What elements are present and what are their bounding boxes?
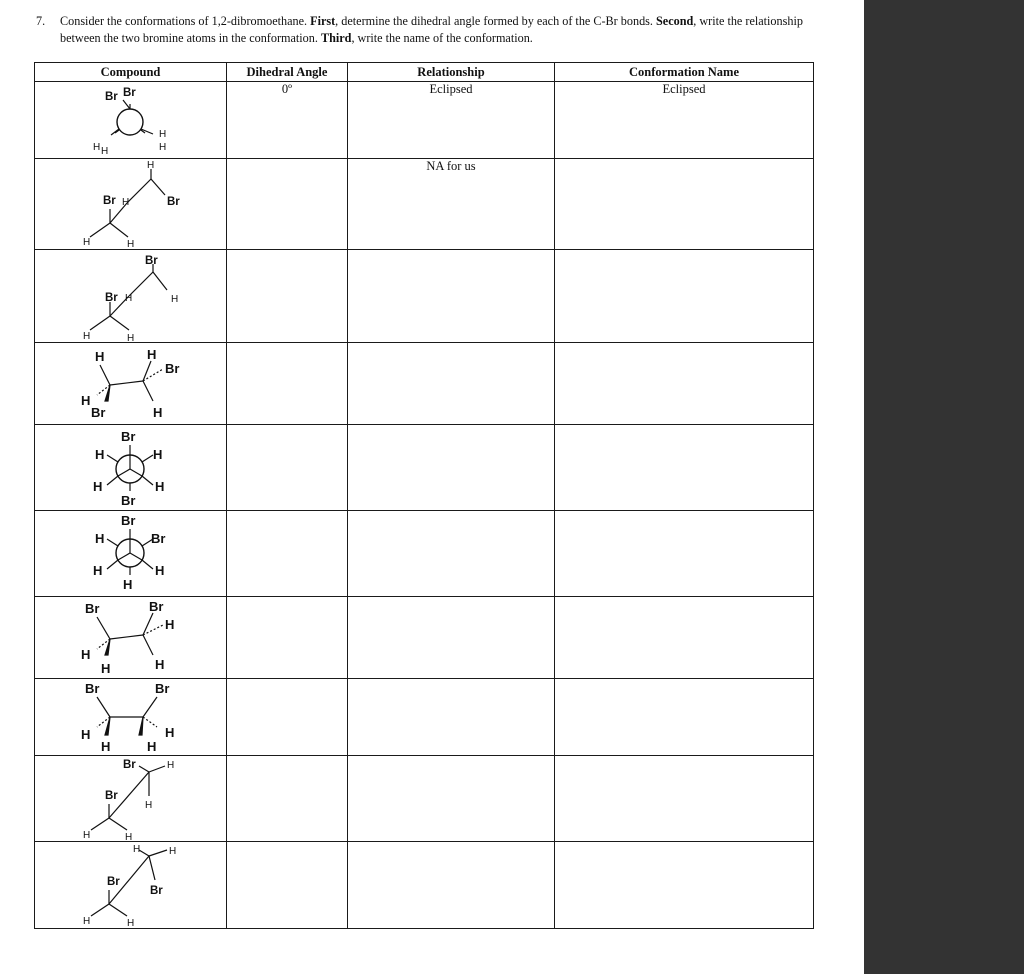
- atom-label: Br: [105, 91, 118, 103]
- atom-label: Br: [121, 513, 136, 528]
- atom-label: H: [145, 800, 153, 811]
- atom-label: H: [147, 347, 157, 362]
- sawhorse-structure-3: [35, 756, 226, 841]
- table-row: [35, 842, 814, 929]
- atom-label: H: [81, 393, 91, 408]
- table-header-row: [35, 63, 814, 82]
- dihedral-cell[interactable]: [227, 597, 348, 679]
- atom-label: H: [147, 160, 155, 171]
- relationship-cell[interactable]: NA for us: [348, 159, 555, 250]
- table-row: [35, 425, 814, 511]
- atom-label: Br: [123, 759, 136, 771]
- atom-label: H: [167, 760, 175, 771]
- relationship-cell[interactable]: [348, 250, 555, 343]
- atom-label: H: [133, 844, 141, 855]
- atom-label: H: [95, 349, 105, 364]
- compound-cell: [35, 679, 227, 756]
- atom-label: H: [155, 563, 165, 578]
- atom-label: H: [165, 617, 175, 632]
- dihedral-cell[interactable]: [227, 511, 348, 597]
- atom-label: H: [83, 331, 91, 342]
- atom-label: H: [122, 197, 130, 208]
- atom-label: H: [147, 739, 157, 754]
- relationship-cell[interactable]: [348, 679, 555, 756]
- compound-cell: [35, 250, 227, 343]
- atom-label: H: [123, 577, 133, 592]
- table-row: [35, 250, 814, 343]
- dihedral-cell[interactable]: [227, 343, 348, 425]
- atom-label: Br: [121, 493, 136, 508]
- dihedral-cell[interactable]: [227, 159, 348, 250]
- table-row: [35, 597, 814, 679]
- newman-gauche-structure: [35, 511, 226, 596]
- atom-label: H: [159, 129, 167, 140]
- atom-label: Br: [85, 681, 100, 696]
- wedge-dash-structure-2: [35, 597, 226, 678]
- dihedral-cell[interactable]: [227, 425, 348, 511]
- atom-label: Br: [121, 429, 136, 444]
- compound-cell: [35, 756, 227, 842]
- atom-label: Br: [165, 361, 180, 376]
- atom-label: Br: [167, 196, 180, 208]
- atom-label: H: [101, 661, 111, 676]
- atom-label: Br: [123, 87, 136, 99]
- atom-label: H: [127, 239, 135, 249]
- table-row: [35, 511, 814, 597]
- atom-label: H: [169, 846, 177, 857]
- atom-label: H: [101, 146, 109, 157]
- atom-label: H: [153, 447, 163, 462]
- conformation-cell[interactable]: [555, 597, 814, 679]
- dihedral-cell[interactable]: [227, 842, 348, 929]
- question-intro: Consider the conformations of 1,2-dibromoethane.: [60, 14, 311, 28]
- compound-cell: [35, 597, 227, 679]
- atom-label: H: [125, 832, 133, 841]
- sawhorse-structure-1: [35, 159, 226, 249]
- atom-label: H: [127, 918, 135, 928]
- atom-label: Br: [107, 876, 120, 888]
- relationship-cell[interactable]: Eclipsed: [348, 82, 555, 159]
- dihedral-cell[interactable]: [227, 679, 348, 756]
- table-row: [35, 679, 814, 756]
- conformation-cell[interactable]: Eclipsed: [555, 82, 814, 159]
- atom-label: H: [83, 916, 91, 927]
- atom-label: H: [81, 727, 91, 742]
- atom-label: H: [83, 237, 91, 248]
- atom-label: H: [155, 479, 165, 494]
- atom-label: H: [95, 531, 105, 546]
- third-text: , write the name of the conformation.: [351, 31, 533, 45]
- atom-label: H: [153, 405, 163, 420]
- header-dihedral-angle: Dihedral Angle: [227, 63, 348, 82]
- header-conformation-name: Conformation Name: [555, 63, 814, 82]
- dihedral-cell[interactable]: 0º: [227, 82, 348, 159]
- atom-label: Br: [105, 790, 118, 802]
- sawhorse-structure-2: [35, 250, 226, 342]
- atom-label: Br: [149, 599, 164, 614]
- conformation-cell[interactable]: [555, 159, 814, 250]
- dark-side-panel: [864, 0, 1024, 974]
- header-relationship: Relationship: [348, 63, 555, 82]
- atom-label: Br: [91, 405, 106, 420]
- atom-label: Br: [105, 292, 118, 304]
- atom-label: H: [95, 447, 105, 462]
- newman-eclipsed-structure: [35, 82, 226, 158]
- sawhorse-structure-4: [35, 842, 226, 928]
- atom-label: H: [171, 294, 179, 305]
- relationship-cell[interactable]: [348, 425, 555, 511]
- wedge-dash-structure-3: [35, 679, 226, 755]
- compound-cell: [35, 842, 227, 929]
- relationship-cell[interactable]: [348, 756, 555, 842]
- second-label: Second: [656, 14, 694, 28]
- question-text: [36, 13, 826, 47]
- relationship-cell[interactable]: [348, 511, 555, 597]
- first-text: , determine the dihedral angle formed by each of the C-Br bonds.: [335, 14, 657, 28]
- second-text: , write the relationship between the two bromine atoms in the conformation.: [60, 14, 803, 45]
- compound-cell: [35, 159, 227, 250]
- atom-label: Br: [155, 681, 170, 696]
- table-row: [35, 343, 814, 425]
- atom-label: Br: [150, 885, 163, 897]
- atom-label: H: [101, 739, 111, 754]
- atom-label: H: [155, 657, 165, 672]
- atom-label: Br: [85, 601, 100, 616]
- compound-cell: [35, 82, 227, 159]
- conformation-cell[interactable]: [555, 756, 814, 842]
- atom-label: H: [81, 647, 91, 662]
- atom-label: H: [93, 479, 103, 494]
- conformation-cell[interactable]: [555, 679, 814, 756]
- relationship-cell[interactable]: [348, 842, 555, 929]
- dihedral-cell[interactable]: [227, 756, 348, 842]
- conformation-cell[interactable]: [555, 425, 814, 511]
- compound-cell: [35, 511, 227, 597]
- first-label: First: [310, 14, 336, 28]
- atom-label: H: [93, 563, 103, 578]
- conformation-table: [34, 62, 814, 929]
- conformation-cell[interactable]: [555, 343, 814, 425]
- table-row: [35, 756, 814, 842]
- relationship-cell[interactable]: [348, 343, 555, 425]
- compound-cell: [35, 425, 227, 511]
- header-compound: Compound: [35, 63, 227, 82]
- atom-label: Br: [103, 195, 116, 207]
- conformation-cell[interactable]: [555, 842, 814, 929]
- atom-label: Br: [145, 255, 158, 267]
- table-row: [35, 82, 814, 159]
- table-row: [35, 159, 814, 250]
- newman-anti-structure: [35, 425, 226, 510]
- atom-label: H: [83, 830, 91, 841]
- atom-label: H: [165, 725, 175, 740]
- atom-label: H: [93, 142, 101, 153]
- question-number: 7.: [36, 14, 46, 28]
- atom-label: H: [159, 142, 167, 153]
- conformation-cell[interactable]: [555, 250, 814, 343]
- wedge-dash-structure-1: [35, 343, 226, 424]
- compound-cell: [35, 343, 227, 425]
- dihedral-cell[interactable]: [227, 250, 348, 343]
- atom-label: H: [125, 293, 133, 304]
- third-label: Third: [320, 31, 352, 45]
- relationship-cell[interactable]: [348, 597, 555, 679]
- atom-label: Br: [151, 531, 166, 546]
- atom-label: H: [127, 333, 135, 342]
- conformation-cell[interactable]: [555, 511, 814, 597]
